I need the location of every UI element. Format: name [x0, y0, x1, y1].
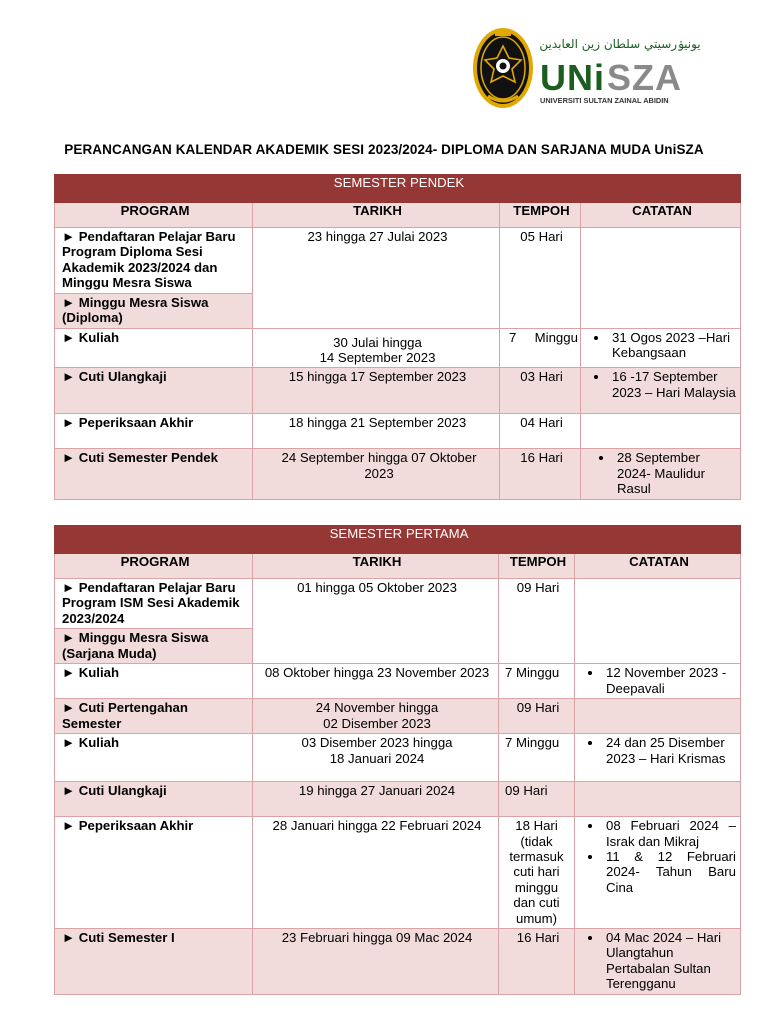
- tarikh-cell: 08 Oktober hingga 23 November 2023: [253, 664, 499, 699]
- column-header-catatan: CATATAN: [581, 203, 741, 228]
- tarikh-cell: 24 November hingga 02 Disember 2023: [253, 699, 499, 734]
- tarikh-cell: 23 Februari hingga 09 Mac 2024: [253, 929, 499, 995]
- tarikh-cell: 15 hingga 17 September 2023: [253, 368, 500, 414]
- tempoh-cell: 03 Hari: [500, 368, 581, 414]
- tempoh-cell: 04 Hari: [500, 414, 581, 449]
- table-row: [55, 368, 741, 414]
- tempoh-cell: 18 Hari (tidak termasuk cuti hari minggu dan cuti umum): [499, 817, 575, 929]
- holiday-note: • 28 September 2024- Maulidur Rasul: [614, 450, 736, 496]
- catatan-cell: [575, 579, 741, 664]
- table-row: [55, 579, 741, 629]
- column-header-catatan: CATATAN: [575, 554, 741, 579]
- holiday-note: • 08 Februari 2024 – Israk dan Mikraj: [603, 818, 736, 849]
- crest-emblem: [473, 28, 533, 108]
- catatan-cell: [575, 817, 741, 929]
- tempoh-cell: 16 Hari: [499, 929, 575, 995]
- catatan-cell: [575, 929, 741, 995]
- tarikh-cell: 18 hingga 21 September 2023: [253, 414, 500, 449]
- tarikh-cell: 30 Julai hingga 14 September 2023: [253, 328, 500, 368]
- catatan-cell: [575, 782, 741, 817]
- catatan-cell: [575, 734, 741, 782]
- table-row: [55, 228, 741, 294]
- catatan-cell: [581, 328, 741, 368]
- program-cell: ► Cuti Semester Pendek: [55, 449, 253, 499]
- program-cell: ► Minggu Mesra Siswa (Diploma): [55, 293, 253, 328]
- page-title: PERANCANGAN KALENDAR AKADEMIK SESI 2023/2024- DIPLOMA DAN SARJANA MUDA UniSZA: [64, 142, 704, 157]
- tempoh-cell: 05 Hari: [500, 228, 581, 329]
- tempoh-cell: 7 Minggu: [499, 664, 575, 699]
- table-row: [55, 817, 741, 929]
- catatan-cell: [581, 449, 741, 499]
- program-cell: ► Minggu Mesra Siswa (Sarjana Muda): [55, 629, 253, 664]
- tarikh-cell: 23 hingga 27 Julai 2023: [253, 228, 500, 329]
- semester-pendek-table: [54, 174, 741, 500]
- tempoh-cell: 7 Minggu: [500, 328, 581, 368]
- holiday-note: • 11 & 12 Februari 2024- Tahun Baru Cina: [603, 849, 736, 895]
- catatan-cell: [581, 414, 741, 449]
- program-cell: ► Cuti Ulangkaji: [55, 782, 253, 817]
- catatan-cell: [581, 368, 741, 414]
- column-header-tarikh: TARIKH: [253, 203, 500, 228]
- program-cell: ► Kuliah: [55, 734, 253, 782]
- holiday-note: • 12 November 2023 - Deepavali: [603, 665, 736, 696]
- table-row: [55, 328, 741, 368]
- program-cell: ► Kuliah: [55, 328, 253, 368]
- holiday-note: • 04 Mac 2024 – Hari Ulangtahun Pertabalan Sultan Terengganu: [603, 930, 736, 992]
- table-row: [55, 699, 741, 734]
- wordmark-uni: UNi: [540, 57, 605, 98]
- holiday-note: • 31 Ogos 2023 –Hari Kebangsaan: [609, 330, 736, 361]
- column-header-tempoh: TEMPOH: [499, 554, 575, 579]
- semester-heading: SEMESTER PERTAMA: [55, 526, 741, 554]
- semester-heading: SEMESTER PENDEK: [55, 175, 741, 203]
- catatan-cell: [581, 228, 741, 329]
- program-cell: ► Peperiksaan Akhir: [55, 817, 253, 929]
- tempoh-cell: 09 Hari: [499, 782, 575, 817]
- table-row: [55, 414, 741, 449]
- tarikh-cell: 28 Januari hingga 22 Februari 2024: [253, 817, 499, 929]
- tarikh-cell: 03 Disember 2023 hingga 18 Januari 2024: [253, 734, 499, 782]
- tempoh-cell: 16 Hari: [500, 449, 581, 499]
- table-row: [55, 449, 741, 499]
- semester-pertama-table: [54, 525, 741, 995]
- tempoh-cell: 09 Hari: [499, 699, 575, 734]
- program-cell: ► Cuti Semester I: [55, 929, 253, 995]
- catatan-cell: [575, 664, 741, 699]
- arabic-script: يونيۏرسيتي سلطان زين العابدين: [539, 37, 701, 51]
- table-row: [55, 664, 741, 699]
- unisza-logo: [470, 24, 706, 112]
- program-cell: ► Kuliah: [55, 664, 253, 699]
- program-cell: ► Peperiksaan Akhir: [55, 414, 253, 449]
- holiday-note: • 16 -17 September 2023 – Hari Malaysia: [609, 369, 736, 400]
- tarikh-cell: 19 hingga 27 Januari 2024: [253, 782, 499, 817]
- wordmark-sza: SZA: [607, 57, 682, 98]
- column-header-program: PROGRAM: [55, 203, 253, 228]
- table-row: [55, 782, 741, 817]
- catatan-cell: [575, 699, 741, 734]
- tarikh-cell: 24 September hingga 07 Oktober 2023: [253, 449, 500, 499]
- table-row: [55, 734, 741, 782]
- program-cell: ► Cuti Pertengahan Semester: [55, 699, 253, 734]
- column-header-program: PROGRAM: [55, 554, 253, 579]
- column-header-tarikh: TARIKH: [253, 554, 499, 579]
- program-cell: ► Cuti Ulangkaji: [55, 368, 253, 414]
- program-cell: ► Pendaftaran Pelajar Baru Program ISM Sesi Akademik 2023/2024: [55, 579, 253, 629]
- tarikh-cell: 01 hingga 05 Oktober 2023: [253, 579, 499, 664]
- logo-subtitle: UNIVERSITI SULTAN ZAINAL ABIDIN: [540, 96, 669, 105]
- table-row: [55, 929, 741, 995]
- holiday-note: • 24 dan 25 Disember 2023 – Hari Krismas: [603, 735, 736, 766]
- tempoh-cell: 09 Hari: [499, 579, 575, 664]
- program-cell: ► Pendaftaran Pelajar Baru Program Diploma Sesi Akademik 2023/2024 dan Minggu Mesra Siswa: [55, 228, 253, 294]
- column-header-tempoh: TEMPOH: [500, 203, 581, 228]
- tempoh-cell: 7 Minggu: [499, 734, 575, 782]
